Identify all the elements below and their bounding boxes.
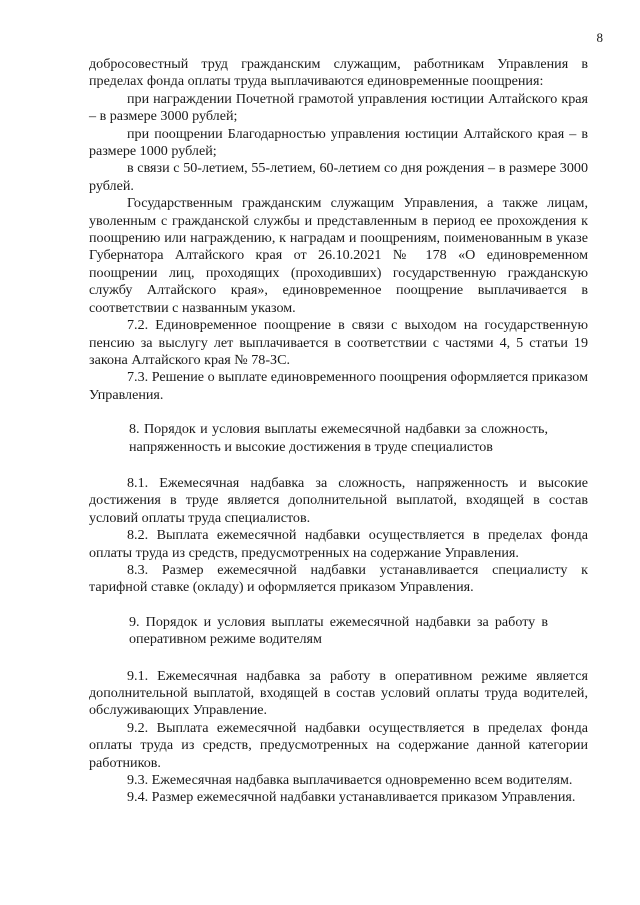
paragraph-8-3: 8.3. Размер ежемесячной надбавки устанавливается специалисту к тарифной ставке (окладу) и оформляется приказом Управления. [89,561,588,596]
paragraph-9-4: 9.4. Размер ежемесячной надбавки устанавливается приказом Управления. [127,789,576,806]
paragraph-intro: добросовестный труд гражданским служащим, работникам Управления в пределах фонда оплаты труда выплачиваются единовременные поощрения: [89,56,588,90]
section-9-heading: 9. Порядок и условия выплаты ежемесячной надбавки за работу в оперативном режиме водителям [129,613,548,648]
paragraph-9-1: 9.1. Ежемесячная надбавка за работу в оперативном режиме является дополнительной выплатой, входящей в состав условий оплаты труда водителей, обслуживающих Управление. [89,667,588,719]
document-body [89,56,588,807]
paragraph-governor-decree: Государственным гражданским служащим Управления, а также лицам, уволенным с гражданской службы и представленным в период ее прохождения к поощрению или награждению, к наградам и поощрениям, поименованным в указе Губернатора Алтайского края от 26.10.2021 № 178 «О единовременном поощрении лиц, проходящих (проходивших) государственную гражданскую службу Алтайского края», единовременное поощрение выплачивается в соответствии с названным указом. [89,195,588,316]
paragraph-9-3: 9.3. Ежемесячная надбавка выплачивается одновременно всем водителям. [127,772,573,789]
paragraph-9-2: 9.2. Выплата ежемесячной надбавки осуществляется в пределах фонда оплаты труда из средств, предусмотренных на содержание данной категории работников. [89,719,588,771]
paragraph-award-gramota: при награждении Почетной грамотой управления юстиции Алтайского края – в размере 3000 рублей; [89,90,588,125]
paragraph-8-2: 8.2. Выплата ежемесячной надбавки осуществляется в пределах фонда оплаты труда из средств, предусмотренных на содержание Управления. [89,527,588,561]
paragraph-award-gratitude: при поощрении Благодарностью управления юстиции Алтайского края – в размере 1000 рублей; [89,125,588,160]
section-8-heading: 8. Порядок и условия выплаты ежемесячной надбавки за сложность, напряженность и высокие достижения в труде специалистов [129,421,548,455]
paragraph-7-2: 7.2. Единовременное поощрение в связи с выходом на государственную пенсию за выслугу лет выплачивается в соответствии с частями 4, 5 статьи 19 закона Алтайского края № 78-ЗС. [89,317,588,368]
paragraph-7-3: 7.3. Решение о выплате единовременного поощрения оформляется приказом Управления. [89,369,588,403]
paragraph-8-1: 8.1. Ежемесячная надбавка за сложность, напряженность и высокие достижения в труде является дополнительной выплатой, входящей в состав условий оплаты труда специалистов. [89,474,588,526]
paragraph-award-anniversary: в связи с 50-летием, 55-летием, 60-летием со дня рождения – в размере 3000 рублей. [89,160,588,194]
page-number: 8 [596,30,603,45]
